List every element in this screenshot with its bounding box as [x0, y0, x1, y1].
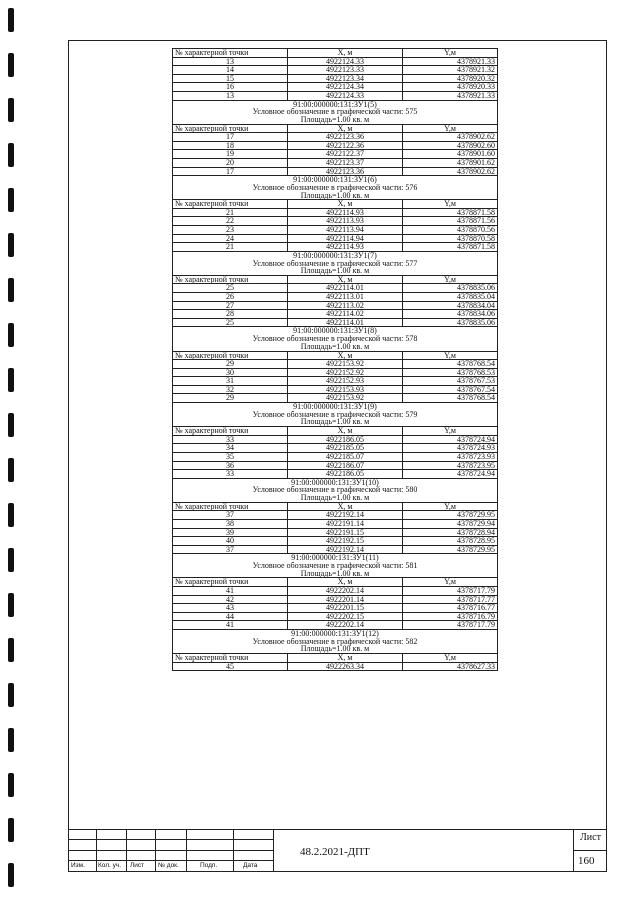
table-row: [173, 293, 498, 302]
point-number: 41: [173, 621, 288, 630]
y-coordinate: 4378834.04: [403, 301, 498, 310]
x-coordinate: 4922202.15: [288, 612, 403, 621]
parcel-heading: [173, 554, 498, 578]
x-coordinate: 4922123.33: [288, 66, 403, 75]
table-row: [173, 528, 498, 537]
x-coordinate: 4922191.14: [288, 519, 403, 528]
y-coordinate: 4378768.54: [403, 360, 498, 369]
table-row: [173, 377, 498, 386]
sheet-label: Лист: [580, 832, 601, 843]
binding-mark: [8, 638, 14, 662]
header-point: № характерной точки: [173, 502, 288, 511]
table-header-row: [173, 200, 498, 209]
binding-mark: [8, 728, 14, 752]
table-row: [173, 612, 498, 621]
header-y: Y,м: [403, 578, 498, 587]
parcel-heading-row: [173, 100, 498, 124]
binding-mark: [8, 863, 14, 887]
header-point: № характерной точки: [173, 124, 288, 133]
table-row: [173, 461, 498, 470]
table-row: [173, 243, 498, 252]
point-number: 42: [173, 595, 288, 604]
table-row: [173, 159, 498, 168]
y-coordinate: 4378902.62: [403, 133, 498, 142]
x-coordinate: 4922122.36: [288, 141, 403, 150]
parcel-legend: Условное обозначение в графической части: 580: [252, 485, 418, 495]
header-x: X, м: [288, 427, 403, 436]
x-coordinate: 4922201.15: [288, 604, 403, 613]
document-code: 48.2.2021-ДПТ: [300, 846, 370, 858]
parcel-heading-row: [173, 403, 498, 427]
parcel-legend: Условное обозначение в графической части: 582: [252, 636, 418, 646]
point-number: 36: [173, 461, 288, 470]
x-coordinate: 4922202.14: [288, 586, 403, 595]
point-number: 33: [173, 470, 288, 479]
table-header-row: [173, 49, 498, 58]
stamp-col-doc: № док.: [158, 862, 179, 869]
y-coordinate: 4378902.62: [403, 167, 498, 176]
table-row: [173, 385, 498, 394]
table-row: [173, 141, 498, 150]
y-coordinate: 4378768.53: [403, 368, 498, 377]
x-coordinate: 4922113.94: [288, 226, 403, 235]
point-number: 17: [173, 167, 288, 176]
parcel-area: Площадь=1.00 кв. м: [300, 493, 370, 503]
parcel-heading-row: [173, 251, 498, 275]
point-number: 44: [173, 612, 288, 621]
header-point: № характерной точки: [173, 200, 288, 209]
y-coordinate: 4378723.95: [403, 461, 498, 470]
x-coordinate: 4922114.02: [288, 310, 403, 319]
table-row: [173, 226, 498, 235]
y-coordinate: 4378717.79: [403, 586, 498, 595]
x-coordinate: 4922153.92: [288, 360, 403, 369]
point-number: 30: [173, 368, 288, 377]
header-x: X, м: [288, 124, 403, 133]
table-header-row: [173, 275, 498, 284]
y-coordinate: 4378921.32: [403, 66, 498, 75]
parcel-heading-row: [173, 176, 498, 200]
table-row: [173, 208, 498, 217]
y-coordinate: 4378729.95: [403, 545, 498, 554]
y-coordinate: 4378835.06: [403, 284, 498, 293]
header-y: Y,м: [403, 654, 498, 663]
table-row: [173, 83, 498, 92]
y-coordinate: 4378871.56: [403, 217, 498, 226]
table-row: [173, 662, 498, 671]
table-row: [173, 368, 498, 377]
header-point: № характерной точки: [173, 578, 288, 587]
y-coordinate: 4378871.58: [403, 243, 498, 252]
table-row: [173, 621, 498, 630]
parcel-heading-row: [173, 478, 498, 502]
point-number: 13: [173, 91, 288, 100]
x-coordinate: 4922113.01: [288, 293, 403, 302]
y-coordinate: 4378835.04: [403, 293, 498, 302]
binding-mark: [8, 818, 14, 842]
y-coordinate: 4378716.79: [403, 612, 498, 621]
point-number: 15: [173, 74, 288, 83]
parcel-area: Площадь=1.00 кв. м: [300, 266, 370, 276]
point-number: 24: [173, 234, 288, 243]
x-coordinate: 4922192.14: [288, 511, 403, 520]
table-row: [173, 394, 498, 403]
point-number: 21: [173, 208, 288, 217]
binding-mark: [8, 593, 14, 617]
parcel-legend: Условное обозначение в графической части: 577: [252, 258, 418, 268]
header-y: Y,м: [403, 200, 498, 209]
table-row: [173, 604, 498, 613]
parcel-legend: Условное обозначение в графической части: 581: [252, 561, 418, 570]
table-row: [173, 150, 498, 159]
binding-mark: [8, 98, 14, 122]
parcel-code: 91:00:000000:131:ЗУ1(6): [293, 175, 377, 185]
point-number: 37: [173, 511, 288, 520]
y-coordinate: 4378920.32: [403, 74, 498, 83]
parcel-heading: [173, 176, 498, 200]
point-number: 38: [173, 519, 288, 528]
stamp-col-izm: Изм.: [71, 862, 85, 869]
x-coordinate: 4922152.92: [288, 368, 403, 377]
x-coordinate: 4922123.37: [288, 159, 403, 168]
header-x: X, м: [288, 578, 403, 587]
x-coordinate: 4922124.33: [288, 57, 403, 66]
table-row: [173, 519, 498, 528]
parcel-area: Площадь=1.00 кв. м: [300, 341, 370, 351]
binding-mark: [8, 458, 14, 482]
x-coordinate: 4922153.93: [288, 385, 403, 394]
x-coordinate: 4922153.92: [288, 394, 403, 403]
x-coordinate: 4922186.07: [288, 461, 403, 470]
table-row: [173, 511, 498, 520]
point-number: 25: [173, 318, 288, 327]
binding-mark: [8, 8, 14, 32]
binding-mark: [8, 503, 14, 527]
point-number: 27: [173, 301, 288, 310]
point-number: 29: [173, 360, 288, 369]
parcel-heading-row: [173, 327, 498, 351]
table-row: [173, 74, 498, 83]
table-row: [173, 310, 498, 319]
x-coordinate: 4922124.34: [288, 83, 403, 92]
y-coordinate: 4378716.77: [403, 604, 498, 613]
table-row: [173, 301, 498, 310]
y-coordinate: 4378723.93: [403, 452, 498, 461]
point-number: 28: [173, 310, 288, 319]
binding-mark: [8, 278, 14, 302]
parcel-legend: Условное обозначение в графической части: 575: [252, 107, 418, 117]
parcel-area: Площадь=1.00 кв. м: [300, 417, 370, 427]
table-row: [173, 66, 498, 75]
point-number: 20: [173, 159, 288, 168]
binding-mark: [8, 773, 14, 797]
header-x: X, м: [288, 502, 403, 511]
table-row: [173, 318, 498, 327]
y-coordinate: 4378871.58: [403, 208, 498, 217]
y-coordinate: 4378729.94: [403, 519, 498, 528]
parcel-legend: Условное обозначение в графической части: 576: [252, 182, 418, 192]
stamp-col-podp: Подп.: [200, 862, 218, 869]
x-coordinate: 4922114.93: [288, 208, 403, 217]
table-row: [173, 586, 498, 595]
x-coordinate: 4922124.33: [288, 91, 403, 100]
x-coordinate: 4922114.93: [288, 243, 403, 252]
table-row: [173, 545, 498, 554]
header-point: № характерной точки: [173, 275, 288, 284]
parcel-heading-row: [173, 554, 498, 578]
x-coordinate: 4922113.02: [288, 301, 403, 310]
parcel-legend: Условное обозначение в графической части: 578: [252, 334, 418, 344]
table-row: [173, 284, 498, 293]
header-y: Y,м: [403, 502, 498, 511]
x-coordinate: 4922123.36: [288, 167, 403, 176]
header-x: X, м: [288, 351, 403, 360]
y-coordinate: 4378870.56: [403, 226, 498, 235]
point-number: 40: [173, 537, 288, 546]
header-x: X, м: [288, 654, 403, 663]
point-number: 18: [173, 141, 288, 150]
point-number: 34: [173, 444, 288, 453]
parcel-heading: [173, 478, 498, 502]
binding-mark: [8, 323, 14, 347]
header-x: X, м: [288, 200, 403, 209]
header-y: Y,м: [403, 427, 498, 436]
stamp-col-date: Дата: [243, 862, 258, 869]
parcel-heading: [173, 251, 498, 275]
table-row: [173, 444, 498, 453]
table-header-row: [173, 578, 498, 587]
table-row: [173, 57, 498, 66]
point-number: 32: [173, 385, 288, 394]
point-number: 45: [173, 662, 288, 671]
parcel-code: 91:00:000000:131:ЗУ1(12): [291, 629, 379, 638]
stamp-col-kol: Кол. уч.: [98, 862, 122, 869]
binding-mark: [8, 233, 14, 257]
y-coordinate: 4378728.95: [403, 537, 498, 546]
x-coordinate: 4922202.14: [288, 621, 403, 630]
binding-mark: [8, 143, 14, 167]
header-y: Y,м: [403, 351, 498, 360]
table-header-row: [173, 124, 498, 133]
header-y: Y,м: [403, 275, 498, 284]
binding-marks: [0, 0, 26, 905]
parcel-area: Площадь=1.00 кв. м: [300, 114, 370, 124]
binding-mark: [8, 188, 14, 212]
x-coordinate: 4922192.14: [288, 545, 403, 554]
binding-mark: [8, 368, 14, 392]
point-number: 41: [173, 586, 288, 595]
parcel-area: Площадь=1.00 кв. м: [300, 568, 370, 578]
binding-mark: [8, 53, 14, 77]
x-coordinate: 4922191.15: [288, 528, 403, 537]
y-coordinate: 4378902.60: [403, 141, 498, 150]
table-row: [173, 452, 498, 461]
point-number: 19: [173, 150, 288, 159]
coordinates-sheet: [172, 48, 498, 671]
header-point: № характерной точки: [173, 49, 288, 58]
y-coordinate: 4378768.54: [403, 394, 498, 403]
y-coordinate: 4378717.79: [403, 621, 498, 630]
parcel-area: Площадь=1.00 кв. м: [300, 190, 370, 200]
point-number: 22: [173, 217, 288, 226]
y-coordinate: 4378717.77: [403, 595, 498, 604]
y-coordinate: 4378767.54: [403, 385, 498, 394]
x-coordinate: 4922201.14: [288, 595, 403, 604]
parcel-heading: [173, 100, 498, 124]
y-coordinate: 4378767.53: [403, 377, 498, 386]
stamp-col-list: Лист: [130, 862, 145, 869]
table-row: [173, 470, 498, 479]
x-coordinate: 4922123.34: [288, 74, 403, 83]
parcel-code: 91:00:000000:131:ЗУ1(10): [291, 478, 379, 487]
point-number: 33: [173, 435, 288, 444]
table-row: [173, 91, 498, 100]
point-number: 29: [173, 394, 288, 403]
x-coordinate: 4922186.05: [288, 435, 403, 444]
x-coordinate: 4922185.05: [288, 444, 403, 453]
x-coordinate: 4922152.93: [288, 377, 403, 386]
parcel-heading: [173, 403, 498, 427]
x-coordinate: 4922186.05: [288, 470, 403, 479]
y-coordinate: 4378724.94: [403, 470, 498, 479]
y-coordinate: 4378834.06: [403, 310, 498, 319]
x-coordinate: 4922114.01: [288, 284, 403, 293]
sheet-number: 160: [578, 855, 595, 867]
point-number: 13: [173, 57, 288, 66]
table-header-row: [173, 654, 498, 663]
parcel-code: 91:00:000000:131:ЗУ1(8): [293, 326, 377, 336]
table-row: [173, 360, 498, 369]
y-coordinate: 4378729.95: [403, 511, 498, 520]
table-row: [173, 217, 498, 226]
y-coordinate: 4378728.94: [403, 528, 498, 537]
header-y: Y,м: [403, 124, 498, 133]
y-coordinate: 4378901.60: [403, 150, 498, 159]
x-coordinate: 4922122.37: [288, 150, 403, 159]
point-number: 31: [173, 377, 288, 386]
table-row: [173, 167, 498, 176]
x-coordinate: 4922114.01: [288, 318, 403, 327]
point-number: 43: [173, 604, 288, 613]
x-coordinate: 4922192.15: [288, 537, 403, 546]
table-header-row: [173, 502, 498, 511]
x-coordinate: 4922114.94: [288, 234, 403, 243]
point-number: 16: [173, 83, 288, 92]
parcel-heading: [173, 629, 498, 653]
header-x: X, м: [288, 49, 403, 58]
y-coordinate: 4378921.33: [403, 91, 498, 100]
point-number: 17: [173, 133, 288, 142]
parcel-heading-row: [173, 629, 498, 653]
binding-mark: [8, 683, 14, 707]
y-coordinate: 4378870.58: [403, 234, 498, 243]
point-number: 37: [173, 545, 288, 554]
y-coordinate: 4378724.93: [403, 444, 498, 453]
point-number: 14: [173, 66, 288, 75]
y-coordinate: 4378835.06: [403, 318, 498, 327]
table-row: [173, 537, 498, 546]
y-coordinate: 4378921.33: [403, 57, 498, 66]
x-coordinate: 4922185.07: [288, 452, 403, 461]
parcel-code: 91:00:000000:131:ЗУ1(5): [293, 100, 377, 109]
header-point: № характерной точки: [173, 654, 288, 663]
parcel-code: 91:00:000000:131:ЗУ1(7): [293, 251, 377, 260]
parcel-code: 91:00:000000:131:ЗУ1(9): [293, 402, 377, 412]
parcel-code: 91:00:000000:131:ЗУ1(11): [291, 553, 379, 563]
y-coordinate: 4378901.62: [403, 159, 498, 168]
header-y: Y,м: [403, 49, 498, 58]
x-coordinate: 4922263.34: [288, 662, 403, 671]
point-number: 39: [173, 528, 288, 537]
table-row: [173, 133, 498, 142]
point-number: 26: [173, 293, 288, 302]
point-number: 35: [173, 452, 288, 461]
x-coordinate: 4922123.36: [288, 133, 403, 142]
coordinates-table: [172, 48, 498, 671]
binding-mark: [8, 413, 14, 437]
table-header-row: [173, 351, 498, 360]
x-coordinate: 4922113.93: [288, 217, 403, 226]
table-row: [173, 595, 498, 604]
point-number: 21: [173, 243, 288, 252]
table-row: [173, 435, 498, 444]
point-number: 23: [173, 226, 288, 235]
header-point: № характерной точки: [173, 427, 288, 436]
parcel-heading: [173, 327, 498, 351]
table-header-row: [173, 427, 498, 436]
y-coordinate: 4378920.33: [403, 83, 498, 92]
header-point: № характерной точки: [173, 351, 288, 360]
table-row: [173, 234, 498, 243]
binding-mark: [8, 548, 14, 572]
point-number: 25: [173, 284, 288, 293]
y-coordinate: 4378724.94: [403, 435, 498, 444]
y-coordinate: 4378627.33: [403, 662, 498, 671]
parcel-area: Площадь=1.00 кв. м: [300, 644, 370, 654]
header-x: X, м: [288, 275, 403, 284]
parcel-legend: Условное обозначение в графической части: 579: [252, 409, 418, 419]
